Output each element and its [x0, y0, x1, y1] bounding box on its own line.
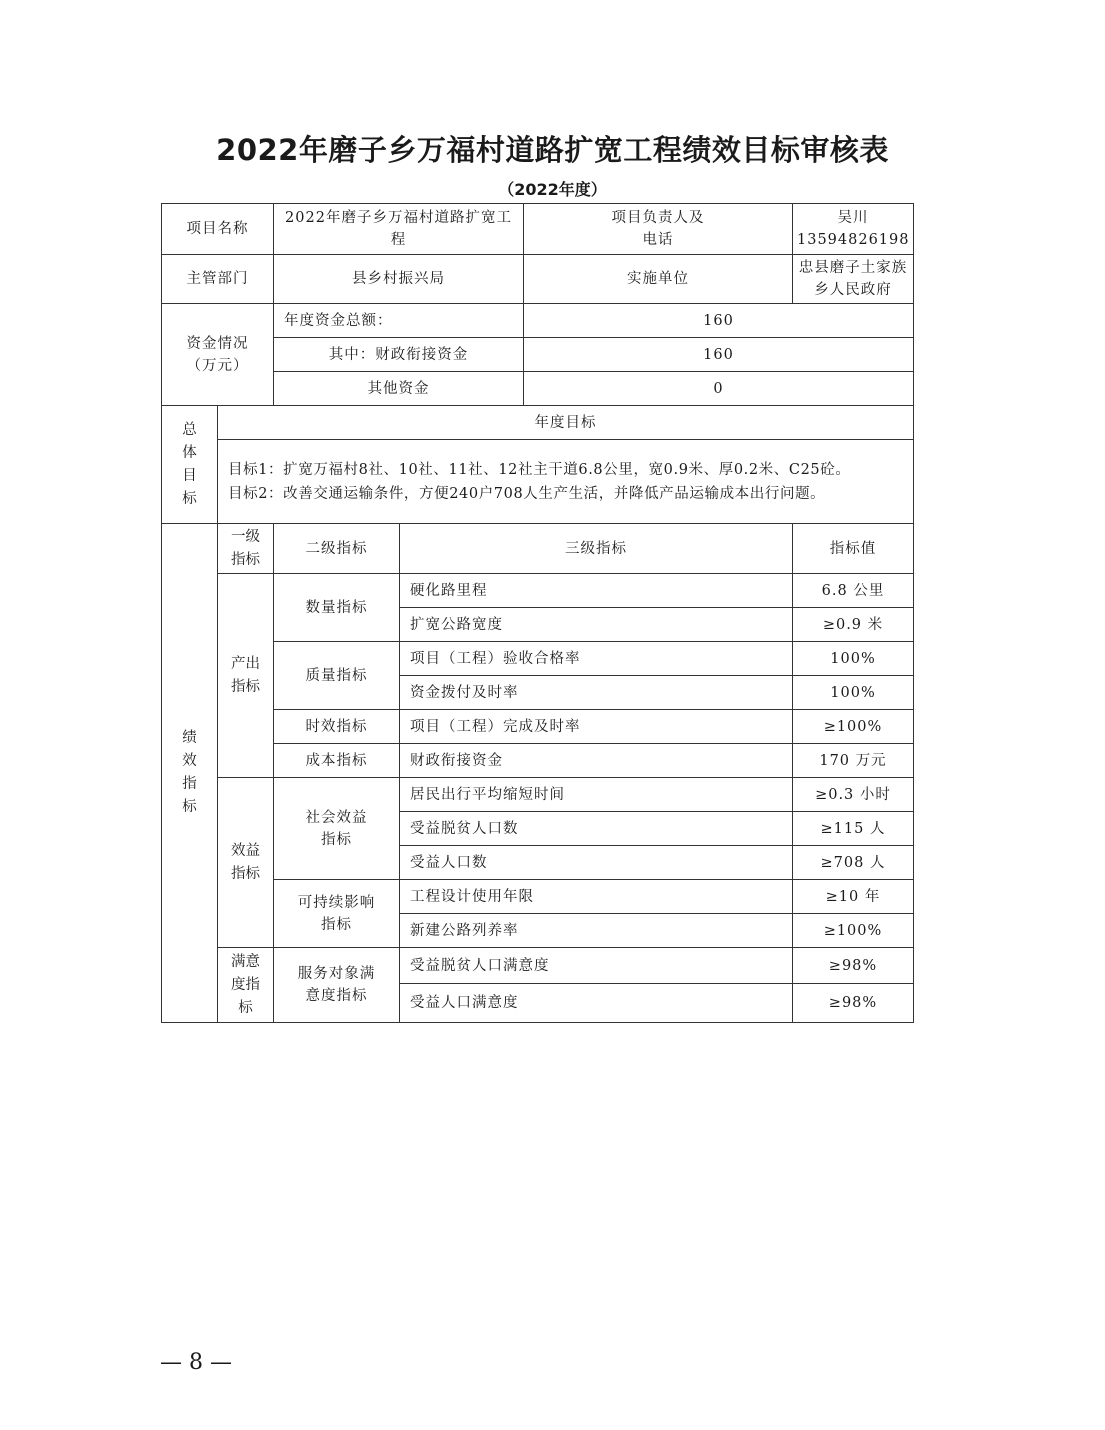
- perf-h3: 三级指标: [400, 524, 793, 574]
- satisfaction-label-text: 满意度指标: [231, 953, 260, 1016]
- goal-line-2: 目标2：改善交通运输条件，方便240户708人生产生活，并降低产品运输成本出行问题。: [228, 485, 826, 502]
- satisfaction-label: [218, 948, 274, 1023]
- indicator-name: 硬化路里程: [400, 574, 793, 608]
- project-name-value: 2022年磨子乡万福村道路扩宽工程: [274, 204, 524, 255]
- funds-fiscal-value: 160: [524, 338, 914, 372]
- indicator-name: 新建公路列养率: [400, 914, 793, 948]
- benefit-label-text: 效益指标: [231, 842, 260, 882]
- leader-label-text: 项目负责人及电话: [611, 210, 705, 248]
- indicator-name: 工程设计使用年限: [400, 880, 793, 914]
- indicator-value: ≥708 人: [793, 846, 914, 880]
- funds-other-value: 0: [524, 372, 914, 406]
- indicator-name: 扩宽公路宽度: [400, 608, 793, 642]
- leader-label: [524, 204, 793, 255]
- indicator-value: ≥10 年: [793, 880, 914, 914]
- perf-h1-text: 一级指标: [231, 528, 260, 568]
- output-label: [218, 574, 274, 778]
- impl-value: 忠县磨子土家族乡人民政府: [793, 255, 914, 304]
- sustain-label: [274, 880, 400, 948]
- page-title: 2022年磨子乡万福村道路扩宽工程绩效目标审核表: [216, 133, 889, 167]
- indicator-name: 居民出行平均缩短时间: [400, 778, 793, 812]
- indicator-value: 100%: [793, 676, 914, 710]
- goals-header: 年度目标: [218, 406, 914, 440]
- dept-label: 主管部门: [162, 255, 274, 304]
- indicator-name: 受益脱贫人口数: [400, 812, 793, 846]
- goals-label: [162, 406, 218, 524]
- funds-label: [162, 304, 274, 406]
- indicator-name: 项目（工程）验收合格率: [400, 642, 793, 676]
- cost-label: 成本指标: [274, 744, 400, 778]
- dept-value: 县乡村振兴局: [274, 255, 524, 304]
- indicator-name: 受益人口数: [400, 846, 793, 880]
- indicator-value: ≥115 人: [793, 812, 914, 846]
- indicator-name: 受益人口满意度: [400, 984, 793, 1023]
- goal-line-1: 目标1：扩宽万福村8社、10社、11社、12社主干道6.8公里，宽0.9米、厚0.2米、C25砼。: [228, 461, 851, 478]
- indicator-value: ≥0.3 小时: [793, 778, 914, 812]
- quality-label: 质量指标: [274, 642, 400, 710]
- social-label-text: 社会效益指标: [305, 809, 368, 848]
- indicator-name: 资金拨付及时率: [400, 676, 793, 710]
- indicator-name: 项目（工程）完成及时率: [400, 710, 793, 744]
- timeliness-label: 时效指标: [274, 710, 400, 744]
- indicator-value: ≥100%: [793, 914, 914, 948]
- social-label: [274, 778, 400, 880]
- leader-value: 吴川 13594826198: [793, 204, 914, 255]
- impl-label: 实施单位: [524, 255, 793, 304]
- service-label: [274, 948, 400, 1023]
- sustain-label-text: 可持续影响指标: [297, 894, 376, 933]
- funds-label-text: 资金情况（万元）: [186, 335, 249, 374]
- page-number: — 8 —: [160, 1350, 232, 1375]
- output-label-text: 产出指标: [231, 655, 260, 695]
- funds-other-label: 其他资金: [274, 372, 524, 406]
- project-name-label: 项目名称: [162, 204, 274, 255]
- indicator-name: 受益脱贫人口满意度: [400, 948, 793, 984]
- indicator-value: 170 万元: [793, 744, 914, 778]
- quantity-label: 数量指标: [274, 574, 400, 642]
- indicator-name: 财政衔接资金: [400, 744, 793, 778]
- performance-table: [161, 203, 914, 1023]
- funds-total-label: 年度资金总额：: [274, 304, 524, 338]
- indicator-value: ≥100%: [793, 710, 914, 744]
- perf-h1: [218, 524, 274, 574]
- funds-total-value: 160: [524, 304, 914, 338]
- indicator-value: ≥0.9 米: [793, 608, 914, 642]
- indicator-value: ≥98%: [793, 948, 914, 984]
- indicator-value: ≥98%: [793, 984, 914, 1023]
- indicator-value: 6.8 公里: [793, 574, 914, 608]
- funds-fiscal-label: 其中：财政衔接资金: [274, 338, 524, 372]
- perf-label: [162, 524, 218, 1023]
- indicator-value: 100%: [793, 642, 914, 676]
- perf-h2: 二级指标: [274, 524, 400, 574]
- perf-label-text: 绩效指标: [182, 730, 197, 815]
- benefit-label: [218, 778, 274, 948]
- goals-content: [218, 440, 914, 524]
- service-label-text: 服务对象满意度指标: [297, 966, 376, 1004]
- perf-h4: 指标值: [793, 524, 914, 574]
- page-subtitle: （2022年度）: [498, 180, 607, 199]
- goals-label-text: 总体目标: [182, 421, 197, 507]
